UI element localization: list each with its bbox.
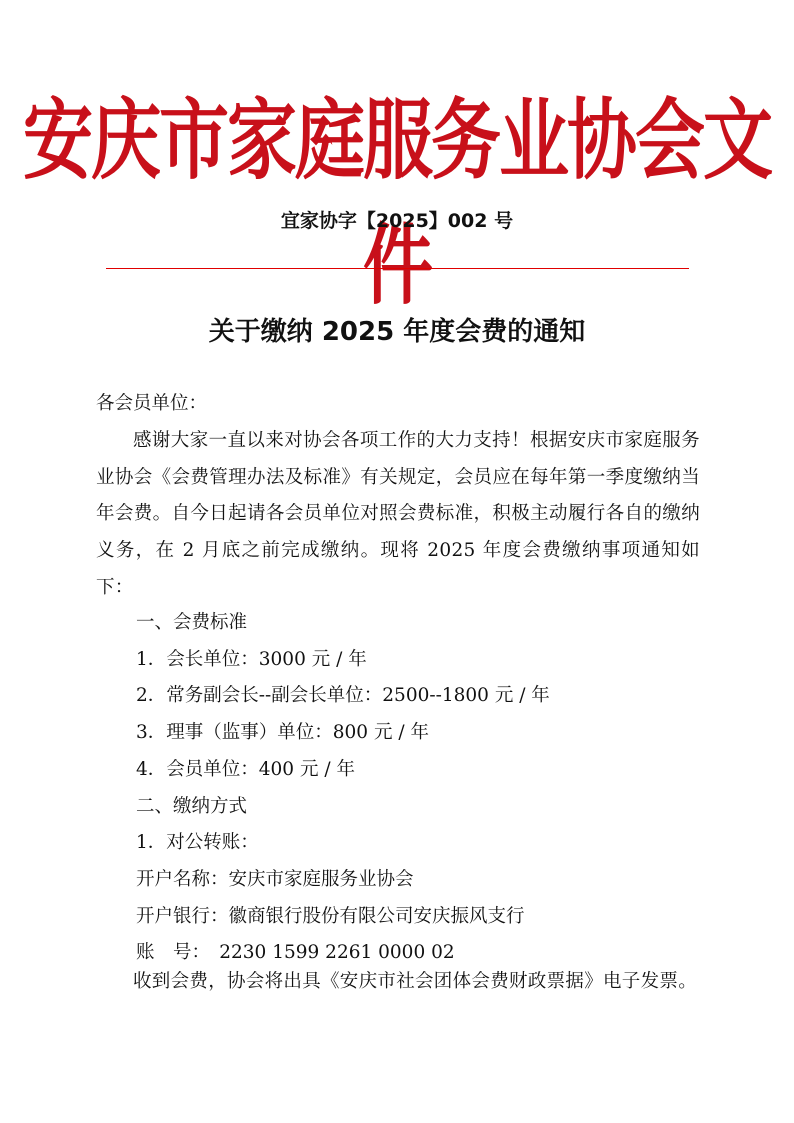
list-item: 3．理事（监事）单位：800 元 / 年 (136, 722, 429, 744)
section-heading-fee-standard: 一、会费标准 (136, 612, 248, 633)
salutation: 各会员单位： (96, 393, 208, 414)
document-number: 宜家协字【2025】002 号 (280, 210, 514, 232)
account-bank: 开户银行：徽商银行股份有限公司安庆振风支行 (136, 905, 525, 927)
header-divider (106, 268, 689, 269)
account-name: 开户名称：安庆市家庭服务业协会 (136, 868, 414, 890)
list-item: 1．会长单位：3000 元 / 年 (136, 648, 367, 670)
section-heading-payment-method: 二、缴纳方式 (136, 795, 248, 817)
fee-details-list (96, 605, 700, 972)
intro-paragraph: 感谢大家一直以来对协会各项工作的大力支持！根据安庆市家庭服务业协会《会费管理办法及标准》有关规定，会员应在每年第一季度缴纳当年会费。自今日起请各会员单位对照会费标准，积极主动履行各自的缴纳义务，在 2 月底之前完成缴纳。现将 2025 年度会费缴纳事项通知如下： (96, 430, 700, 598)
list-item: 4．会员单位：400 元 / 年 (136, 758, 355, 780)
list-item: 1．对公转账： (136, 832, 259, 854)
list-item: 2．常务副会长--副会长单位：2500--1800 元 / 年 (136, 685, 550, 707)
account-number: 账 号： 2230 1599 2261 0000 02 (136, 942, 455, 964)
notice-title: 关于缴纳 2025 年度会费的通知 (208, 317, 586, 347)
org-document-header: 安庆市家庭服务业协会文件 (23, 88, 771, 317)
closing-paragraph: 收到会费，协会将出具《安庆市社会团体会费财政票据》电子发票。 (133, 971, 698, 992)
